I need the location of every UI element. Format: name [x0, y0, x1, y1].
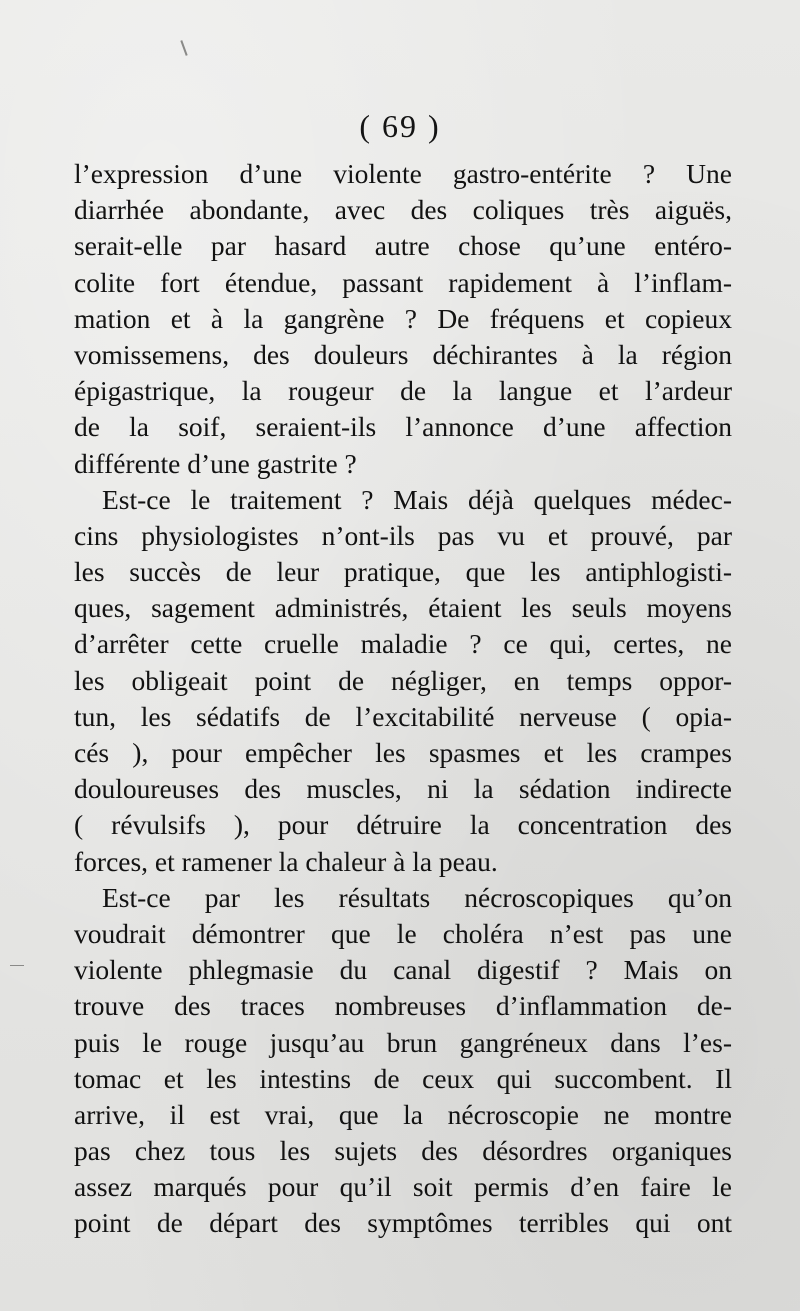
paragraph-end-line: différente d’une gastrite ?: [74, 447, 357, 479]
paper-blemish: [10, 965, 24, 966]
text-line: épigastrique, la rougeur de la langue et l’ardeur: [74, 375, 732, 407]
text-line: de la soif, seraient-ils l’annonce d’une affection: [74, 411, 732, 443]
text-line: cins physiologistes n’ont-ils pas vu et prouvé, par: [74, 519, 732, 551]
paragraph-start-line: Est-ce le traitement ? Mais déjà quelques médec-: [102, 483, 732, 515]
text-line: d’arrêter cette cruelle maladie ? ce qui, certes, ne: [74, 628, 732, 660]
text-line: assez marqués pour qu’il soit permis d’en faire le: [74, 1171, 732, 1203]
text-line: pas chez tous les sujets des désordres organiques: [74, 1135, 732, 1167]
text-line: tun, les sédatifs de l’excitabilité nerveuse ( opia-: [74, 700, 732, 732]
body-text: [74, 156, 732, 1242]
paragraph-start-line: Est-ce par les résultats nécroscopiques qu’on: [102, 881, 732, 913]
text-line: les succès de leur pratique, que les antiphlogisti-: [74, 556, 732, 588]
text-line: les obligeait point de négliger, en temps oppor-: [74, 664, 732, 696]
text-line: puis le rouge jusqu’au brun gangréneux dans l’es-: [74, 1026, 732, 1058]
text-line: arrive, il est vrai, que la nécroscopie ne montre: [74, 1098, 732, 1130]
text-line: trouve des traces nombreuses d’inflammation de-: [74, 990, 732, 1022]
page-number: ( 69 ): [359, 108, 441, 144]
text-line: voudrait démontrer que le choléra n’est pas une: [74, 917, 732, 949]
text-line: violente phlegmasie du canal digestif ? Mais on: [74, 954, 732, 986]
text-line: point de départ des symptômes terribles qui ont: [74, 1207, 732, 1239]
text-line: tomac et les intestins de ceux qui succombent. Il: [74, 1062, 732, 1094]
text-line: douloureuses des muscles, ni la sédation indirecte: [74, 773, 732, 805]
text-line: diarrhée abondante, avec des coliques très aiguës,: [74, 194, 732, 226]
text-line: cés ), pour empêcher les spasmes et les crampes: [74, 737, 732, 768]
paragraph-end-line: forces, et ramener la chaleur à la peau.: [74, 845, 498, 877]
text-line: ( révulsifs ), pour détruire la concentration des: [74, 809, 732, 841]
text-line: vomissemens, des douleurs déchirantes à la région: [74, 338, 732, 370]
text-line: mation et à la gangrène ? De fréquens et copieux: [74, 302, 732, 334]
paper-blemish: [180, 40, 187, 56]
text-line: colite fort étendue, passant rapidement à l’inflam-: [74, 266, 732, 298]
text-line: serait-elle par hasard autre chose qu’une entéro-: [74, 230, 732, 262]
text-line: ques, sagement administrés, étaient les seuls moyens: [74, 592, 732, 624]
text-line: l’expression d’une violente gastro-entérite ? Une: [74, 158, 732, 189]
